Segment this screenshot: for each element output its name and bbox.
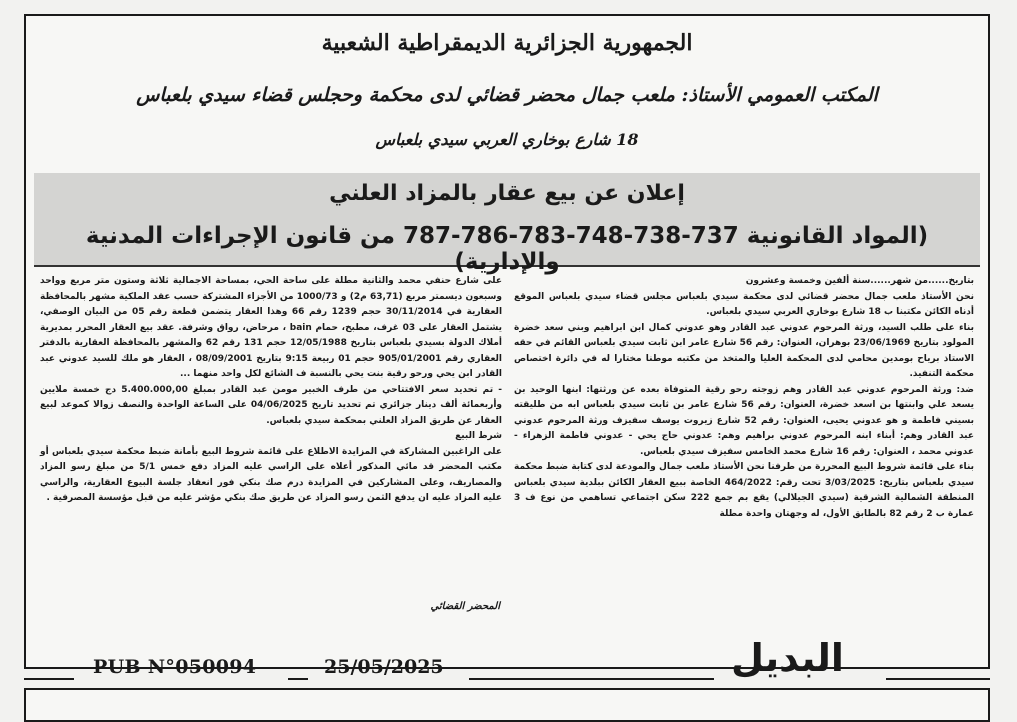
left-text-column [40, 274, 502, 507]
announcement-title: إعلان عن بيع عقار بالمزاد العلني [329, 181, 685, 206]
footer-rule [886, 678, 990, 680]
paragraph: بناء على قائمة شروط البيع المحررة من طرفنا نحن الأستاذ ملعب جمال والمودعة لدى كتابة ضبط محكمة سيدي بلعباس بتاريخ: 3/03/2025 تحت رقم: 464/2022 الخاصة ببيع العقار الكائن ببلدية سيدي بلعباس المنطقة الشمالية الشرقية (سيدي الجيلالي) يقع بم جمع 222 سكن اجتماعي تساهمي من نوع ف 3 عمارة ب 2 رقم 82 بالطابق الأول، له وجهتان واحدة مطلة [514, 462, 975, 519]
footer-rule [24, 678, 74, 680]
bailiff-signature-label: المحضر القضائي [430, 601, 500, 612]
footer-rule [469, 678, 714, 680]
next-announcement-frame [24, 688, 990, 722]
republic-heading: الجمهورية الجزائرية الديمقراطية الشعبية [321, 30, 693, 56]
footer [26, 636, 988, 681]
right-text-column [514, 274, 974, 522]
footer-rule [288, 678, 308, 680]
legal-articles: (المواد القانونية 737-738-748-783-786-787 من قانون الإجراءات المدنية والإدارية) [85, 223, 929, 275]
publication-date: 25/05/2025 [324, 656, 444, 678]
paragraph: شرط البيع [455, 431, 502, 441]
announcement-frame [24, 14, 990, 680]
paragraph: بتاريخ......من شهر......سنة ألفين وخمسة وعشرون [745, 276, 974, 286]
paragraph: على الراغبين المشاركة في المزايدة الاطلاع على قائمة شروط البيع بأمانة ضبط محكمة سيدي بلعباس أو مكتب المحضر قد مائي المذكور أعلاه على الراسي عليه المزاد دفع خمس 5/1 من مبلغ رسو المزاد والمصاريف، وعلى المشاركين في المزايدة درم صك بنكي فور انعقاد جلسة البيوع العقارية، والراسي عليه المزاد عليه ان يدفع الثمن رسو المزاد عن طريق صك بنكي مؤشر عليه من قبل مؤسسة المصرفية . [40, 446, 502, 503]
paragraph: على شارع حنفي محمد والثانية مطلة على ساحة الحي، بمساحة الاجمالية ثلاثة وستون متر مربع وواحد وسبعون ديسمتر مربع (63,71 م2) و 1000/73 من الأجزاء المشتركة حسب عقد الملكية مشهر بالمحافظة العقارية في 30/11/2014 حجم 1239 رقم 66 وهذا العقار يتضمن قطعة رقم 05 من البيان الوصفي، يشتمل العقار على 03 غرف، مطبخ، حمام bain ، مرحاض، رواق وشرفة. عقد بيع العقار المحرر بمديرية أملاك الدولة بسيدي بلعباس بتاريخ 12/05/1988 حجم 131 رقم 62 والمشهر بالمحافظة العقارية بالدفتر العقاري رقم 905/01/2001 حجم 01 ربيعة 9:15 بتاريخ 08/09/2001 ، العقار هو ملك للسيد عدوني عبد القادر ابن يحي ورحو رقية بنت يحي بالنسبة ف الشائع لكل واحد منهما ... [40, 276, 503, 379]
title-banner [34, 173, 980, 275]
office-heading: المكتب العمومي الأستاذ: ملعب جمال محضر قضائي لدى محكمة وحجلس قضاء سيدي بلعباس [136, 84, 878, 106]
office-address: 18 شارع بوخاري العربي سيدي بلعباس [375, 130, 639, 149]
newspaper-logo: البديل [731, 636, 844, 680]
paragraph: بناء على طلب السيد، ورثة المرحوم عدوني عبد القادر وهو عدوني كمال ابن ابراهيم وبني سعد خضرة المولود بتاريخ 23/06/1969 بوهران، العنوان: رقم 56 شارع عامر ابن ثابت سيدي بلعباس القائم في حقه الاستاذ برياح بومدين محامي لدى المحكمة العليا والمتخذ من مكتبه موطنا مختارا له في دائرة اختصاص محكمة التنفيذ. [514, 322, 974, 379]
publication-number: PUB N°050094 [93, 656, 257, 678]
paragraph: - تم تحديد سعر الافتتاحي من طرف الخبير مومن عبد القادر بمبلغ 5.400.000,00 دج خمسة ملايين وأربعمائة ألف دينار جزائري تم تحديد تاريخ 04/06/2025 على الساعة الواحدة والنصف زوالا كموعد لبيع العقار عن طريق المزاد العلني بمحكمة سيدي بلعباس. [40, 384, 503, 426]
paragraph: نحن الأستاذ ملعب جمال محضر قضائي لدى محكمة سيدي بلعباس مجلس قضاء سيدي بلعباس الموقع أدناه الكائن مكتبنا ب 18 شارع بوخاري العربي سيدي بلعباس. [514, 291, 974, 317]
paragraph: ضد: ورثة المرحوم عدوني عبد القادر وهم زوجته رحو رقية المتوفاة بعده عن ورثتها: ابنها الوحيد بن يسعد علي وابنتها بن اسعد خضرة، العنوان: رقم 56 شارع عامر بن ثابت سيدي بلعباس ابه من طليقته بسيني فاطمة و هو عدوني يحيى، العنوان: رقم 52 شارع زيروت يوسف سفيزف ورثة المرحوم عدوني عبد القادر وهم: أبناء ابنه المرحوم عدوني براهيم وهم: عدوني حاج يحي - عدوني فاطمة الزهراء - عدوني محمد ، العنوان: رقم 16 شارع محمد الخامس سفيزف سيدي بلعباس. [514, 384, 975, 457]
